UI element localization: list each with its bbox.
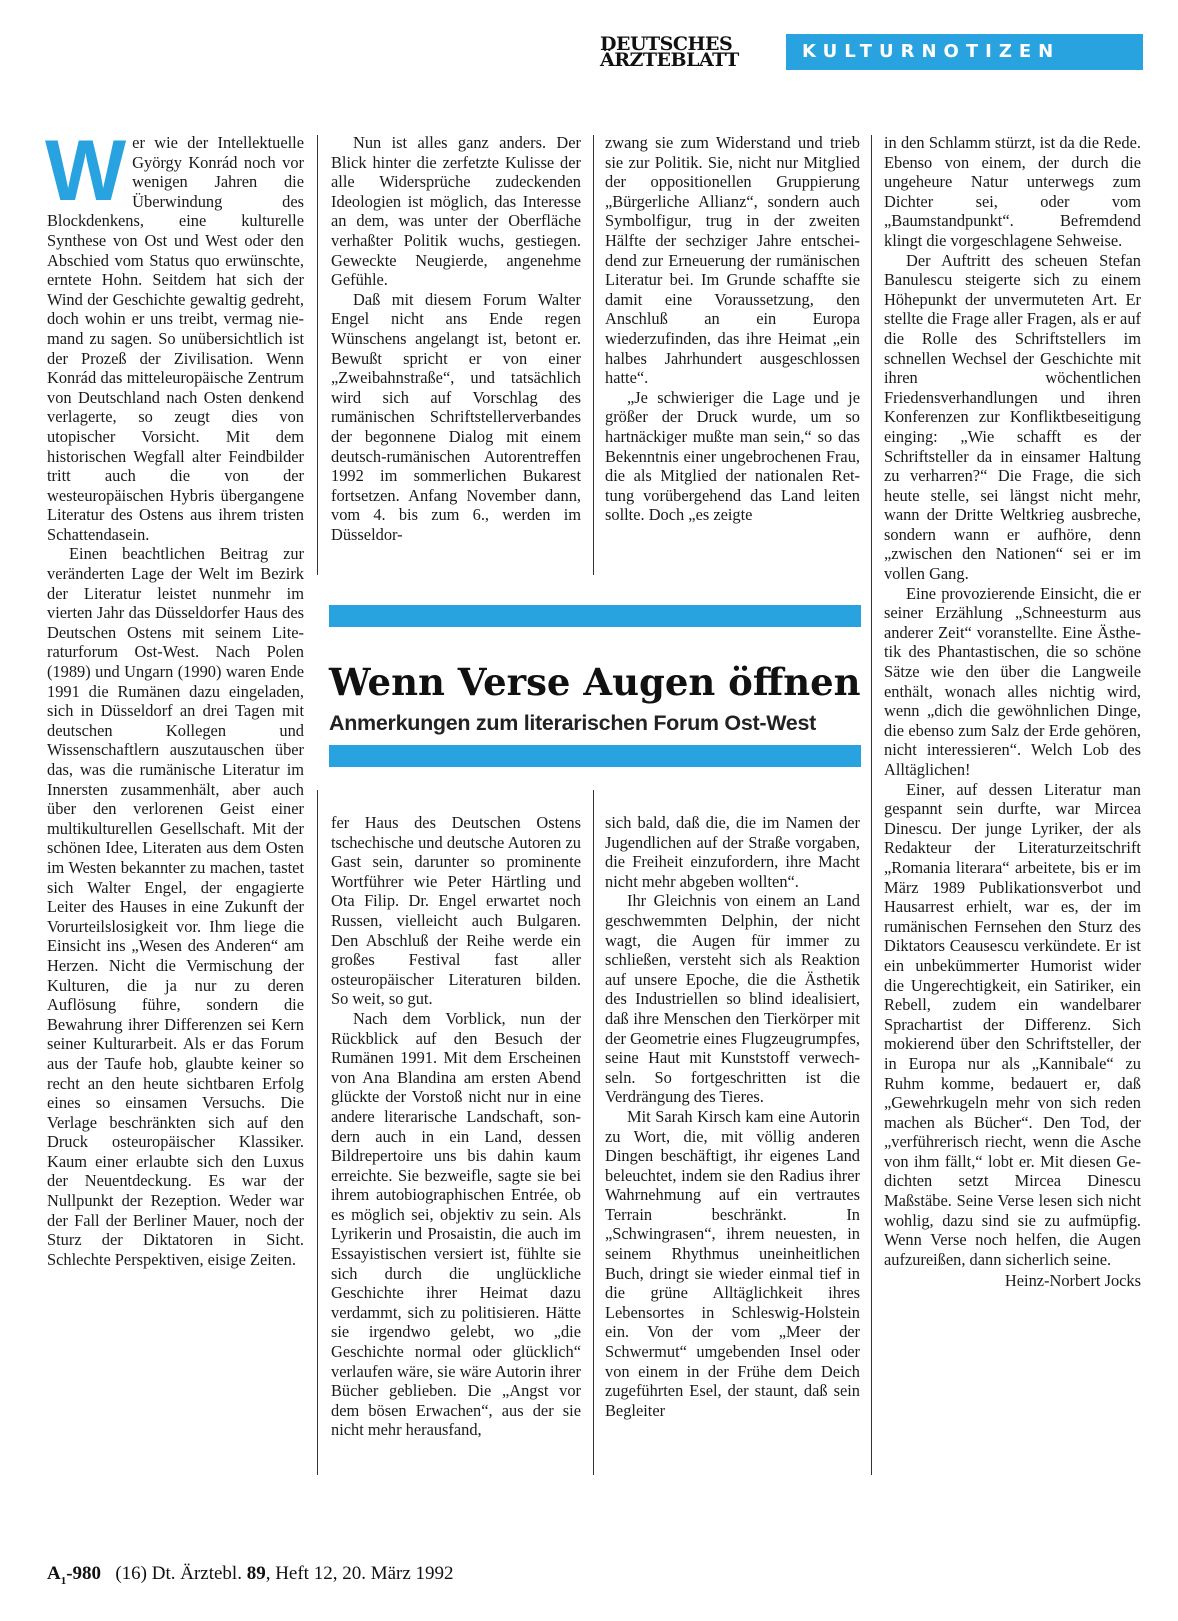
paragraph: zwang sie zum Widerstand und trieb sie zur Politik. Sie, nicht nur Mitglied der oppositionellen Gruppierung „Bürgerliche Allianz“, sondern auch Symbolfigur, trug in der zweiten Hälfte der sechziger Jahre entscheidend zur Erneuerung der rumänischen Literatur bei. Im Grunde schaffte sie damit eine Voraussetzung, den Anschluß an ein Europa wiederzufinden, das ihre Heimat „ein halbes Jahrhundert ausgeschlossen hatte“. (605, 133, 860, 388)
issue-info: , Heft 12, 20. März 1992 (265, 1563, 454, 1584)
article-column-2-bottom (331, 813, 581, 1440)
author-byline: Heinz-Norbert Jocks (1004, 1271, 1141, 1291)
paragraph: Eine provozierende Einsicht, die er seiner Erzählung „Schneesturm aus anderer Zeit“ voranstellte. Eine Ästhetik des Phantastischen, die so schöne Sätze wie den über die Langweile enthält, wonach alles nichtig wird, wenn „dich die gewöhnlichen Dinge, die ebenso zum Salz der Erde gehören, nicht interessieren“. Welch Lob des Alltäglichen! (884, 583, 1141, 779)
paragraph: Daß mit diesem Forum Walter Engel nicht ans Ende regen Wünschens angelangt ist, betont er. Bewußt spricht er von einer „Zweibahnstraße“, und tatsächlich wird sich auf Vorschlag des rumänischen Schriftstellerverbandes der begonnene Dialog mit einem deutsch-rumänischen Autorentreffen 1992 im sommerlichen Bukarest fortsetzen. Anfang November dann, vom 4. bis zum 6., werden im Düsseldor- (331, 289, 581, 544)
column-rule (593, 135, 594, 575)
paragraph: Nach dem Vorblick, nun der Rückblick auf den Besuch der Rumänen 1991. Mit dem Erscheinen von Ana Blandina am ersten Abend glückte der Vorstoß nicht nur in eine andere literarische Landschaft, sondern auch in ein Land, dessen Bildrepertoire uns bis dahin kaum erreichte. Sie bezweifle, sagte sie bei ihrem autobiographischen Entrée, ob es möglich sei, objektiv zu sein. Als Lyrikerin und Prosaistin, die auch im Essayistischen versiert ist, fühlte sie sich durch die unglückliche Geschichte ihrer Heimat dazu verdammt, sich zu politisieren. Hätte sie irgendwo gelebt, wo „die Geschichte normal oder glücklich“ verlaufen wäre, sie wäre Autorin ihrer Bücher geblieben. Die „Angst vor dem bösen Erwachen“, aus der sie nicht mehr herausfand, (331, 1008, 581, 1440)
article-column-2-top (331, 133, 581, 544)
headline-bar-bottom (329, 745, 861, 767)
paragraph: Einer, auf dessen Literatur man gespannt sein durfte, war Mircea Dinescu. Der junge Lyriker, der als Redakteur der Literaturzeitschrift „Romania literara“ arbeitete, bis er im März 1989 Publikationsverbot und Hausarrest erhielt, war es, der im rumänischen Fernsehen den Sturz des Diktators Ceausescu verkündete. Er ist ein unbekümmerter Humorist wider die Ungerechtigkeit, ein Satiriker, ein Rebell, zudem ein wandelbarer Sprachartist der Differenz. Sich mokierend über den Schriftsteller, der in Europa nur als „Kannibale“ zu Ruhm komme, bedauert er, daß „Gewehrkugeln mehr von sich reden machen als Bücher“. Den Tod, der „verführerisch riecht, wenn die Asche von ihm fällt,“ lobt er. Mit diesen Gedichten setzt Mircea Dinescu Maßstäbe. Seine Verse lesen sich nicht wohlig, dazu sind sie zu aufmüpfig. Wenn Verse noch helfen, die Augen aufzureißen, dann sicherlich seine. (884, 779, 1141, 1269)
paragraph: Der Auftritt des scheuen Stefan Banulescu steigerte sich zu einem Höhepunkt der unvermuteten Art. Er stellte die Frage aller Fragen, als er auf die Rolle des Schriftstellers im schnellen Wechsel der Geschichte mit ihren wöchentlichen Friedensverhandlungen und ihren Konferenzen zur Konfliktbeseitigung einging: „Wie schafft es der Schriftsteller da in einsamer Haltung zu verharren?“ Die Frage, die sich heute stelle, sei längst nicht mehr, wann der Dritte Weltkrieg ausbreche, sondern wann er aufhöre, denn „zwischen den Nationen“ sei er im vollen Gang. (884, 250, 1141, 584)
article-column-3-bottom (605, 813, 860, 1420)
page-label: $A_1-980$ (47, 1563, 102, 1587)
article-column-4 (884, 133, 1141, 1291)
volume-number: 89 (246, 1563, 266, 1584)
masthead-line-1: DEUTSCHES (600, 33, 733, 55)
paragraph: fer Haus des Deutschen Ostens tschechische und deutsche Autoren zu Gast sein, darunter so prominente Wortführer wie Peter Härtling und Ota Filip. Dr. Engel erwartet noch Russen, vielleicht auch Bulgaren. Den Abschluß der Reihe werde ein großes Festival fast aller osteuropäischer Literaturen bilden. So weit, so gut. (331, 813, 581, 1009)
paragraph: Mit Sarah Kirsch kam eine Autorin zu Wort, die, mit völlig anderen Dingen beschäftigt, ihr eigenes Land beleuchtet, indem sie den Radius ihrer Wahrnehmung auf ein vertrautes Terrain beschränkt. In „Schwingrasen“, ihrem neuesten, in seinem Rhythmus uneinheitlichen Buch, dringt sie wieder einmal tief in die grüne Alltäglichkeit ihres Lebensortes in Schleswig-Holstein ein. Von der vom „Meer der Schwermut“ umgebenden Insel oder von einem in der Frühe dem Deich zugeführten Esel, der staunt, daß sein Begleiter (605, 1106, 860, 1420)
paragraph: „Je schwieriger die Lage und je größer der Druck wurde, um so hartnäckiger mußte man sein,“ so das Bekenntnis einer ungebrochenen Frau, die als Mitglied der nationalen Rettung vorübergehend das Land leiten sollte. Doch „es zeigte (605, 387, 860, 525)
masthead-line-2: ÄRZTEBLATT (600, 49, 739, 71)
paragraph: Ihr Gleichnis von einem an Land geschwemmten Delphin, der nicht wagt, die Augen für immer zu schließen, versteht sich als Reaktion auf unsere Epoche, die die Ästhetik des Industriellen so blind idealisiert, daß ihre Menschen den Tierkörper mit der Geometrie eines Flugzeugrumpfes, seine Haut mit Kunststoff verwechseln. So fortgeschritten ist die Verdrängung des Tieres. (605, 891, 860, 1107)
paragraph: Wer wie der Intellektuelle György Konrád noch vor wenigen Jahren die Überwindung des Blockdenkens, eine kulturelle Synthese von Ost und West oder den Abschied vom Status quo erwünschte, erntete Hohn. Seitdem hat sich der Wind der Geschichte gewaltig gedreht, doch wohin er uns treibt, vermag niemand zu sagen. So unübersichtlich ist der Prozeß der Zivilisation. Wenn Konrád das mitteleuropäische Zentrum von Deutschland nach Osten denkend verlagerte, so zeugt dies von utopischer Vorsicht. Mit dem historischen Wegfall alter Feindbilder tritt auch die von der westeuropäischen Hybris übergangene Literatur des Ostens aus ihrem tristen Schattendasein. (45, 123, 304, 544)
paragraph: Einen beachtlichen Beitrag zur veränderten Lage der Welt im Bezirk der Literatur leistet nunmehr im vierten Jahr das Düsseldorfer Haus des Deutschen Ostens mit seinem Literaturforum Ost-West. Nach Polen (1989) und Ungarn (1990) waren Ende 1991 die Rumänen dazu eingeladen, sich in Düsseldorf an drei Tagen mit deutschen Kollegen und Wissenschaftlern auszutauschen über das, was die rumänische Literatur im Innersten zusammenhält, aber auch über den verlorenen Geist einer multikulturellen Gesellschaft. Mit der schönen Idee, Literaten aus dem Osten im Westen bekannter zu machen, tastet sich Walter Engel, der engagierte Leiter des Hauses in eine Zukunft der Vorurteilslosigkeit vor. Ihm liege die Einsicht ins „Wesen des Anderen“ am Herzen. Nicht die Vermischung der Kulturen, die ja nur zu deren Auflösung führe, sondern die Bewahrung ihrer Differenzen sei Kern seiner Kulturarbeit. Als er das Forum aus der Taufe hob, glaubte keiner so recht an den heute sichtbaren Erfolg eines so einsamen Versuchs. Die Verlage beschränkten sich auf den Druck osteuropäischer Klassiker. Kaum einer erlaubte sich den Luxus der Neuentdeckung. Es war der Nullpunkt der Rezeption. Weder war der Fall der Berliner Mauer, noch der Sturz der Diktatoren in Sicht. Schlechte Perspektiven, eisige Zeiten. (47, 544, 304, 1269)
column-rule (317, 135, 318, 575)
drop-cap: W (45, 123, 127, 219)
section-tag: KULTURNOTIZEN (786, 34, 1143, 70)
article-subheadline: Anmerkungen zum literarischen Forum Ost-West (329, 711, 816, 735)
masthead-logo (600, 33, 758, 71)
paragraph: sich bald, daß die, die im Namen der Jugendlichen auf der Straße vorgaben, die Freiheit einzufordern, ihre Macht nicht mehr abgeben wollten“. (605, 813, 860, 891)
column-rule (593, 790, 594, 1475)
column-rule (317, 790, 318, 1475)
article-headline: Wenn Verse Augen öffnen (329, 660, 861, 704)
article-column-3-top (605, 133, 860, 525)
column-rule (871, 135, 872, 1475)
paragraph: in den Schlamm stürzt, ist da die Rede. Ebenso von einem, der durch die ungeheure Natur unterwegs zum Dichter sei, oder vom „Baumstandpunkt“. Befremdend klingt die vorgeschlagene Sehweise. (884, 133, 1141, 250)
journal-citation: (16) Dt. Ärztebl. (115, 1563, 242, 1584)
paragraph: Nun ist alles ganz anders. Der Blick hinter die zerfetzte Kulisse der alle Widersprüche zudeckenden Ideologien ist möglich, das Interesse an dem, was unter der Oberfläche verhaßter Politik wuchs, gestiegen. Geweckte Neugierde, angenehme Gefühle. (331, 133, 581, 290)
headline-bar-top (329, 605, 861, 627)
page-footer (47, 1563, 454, 1587)
article-column-1 (45, 123, 304, 1269)
